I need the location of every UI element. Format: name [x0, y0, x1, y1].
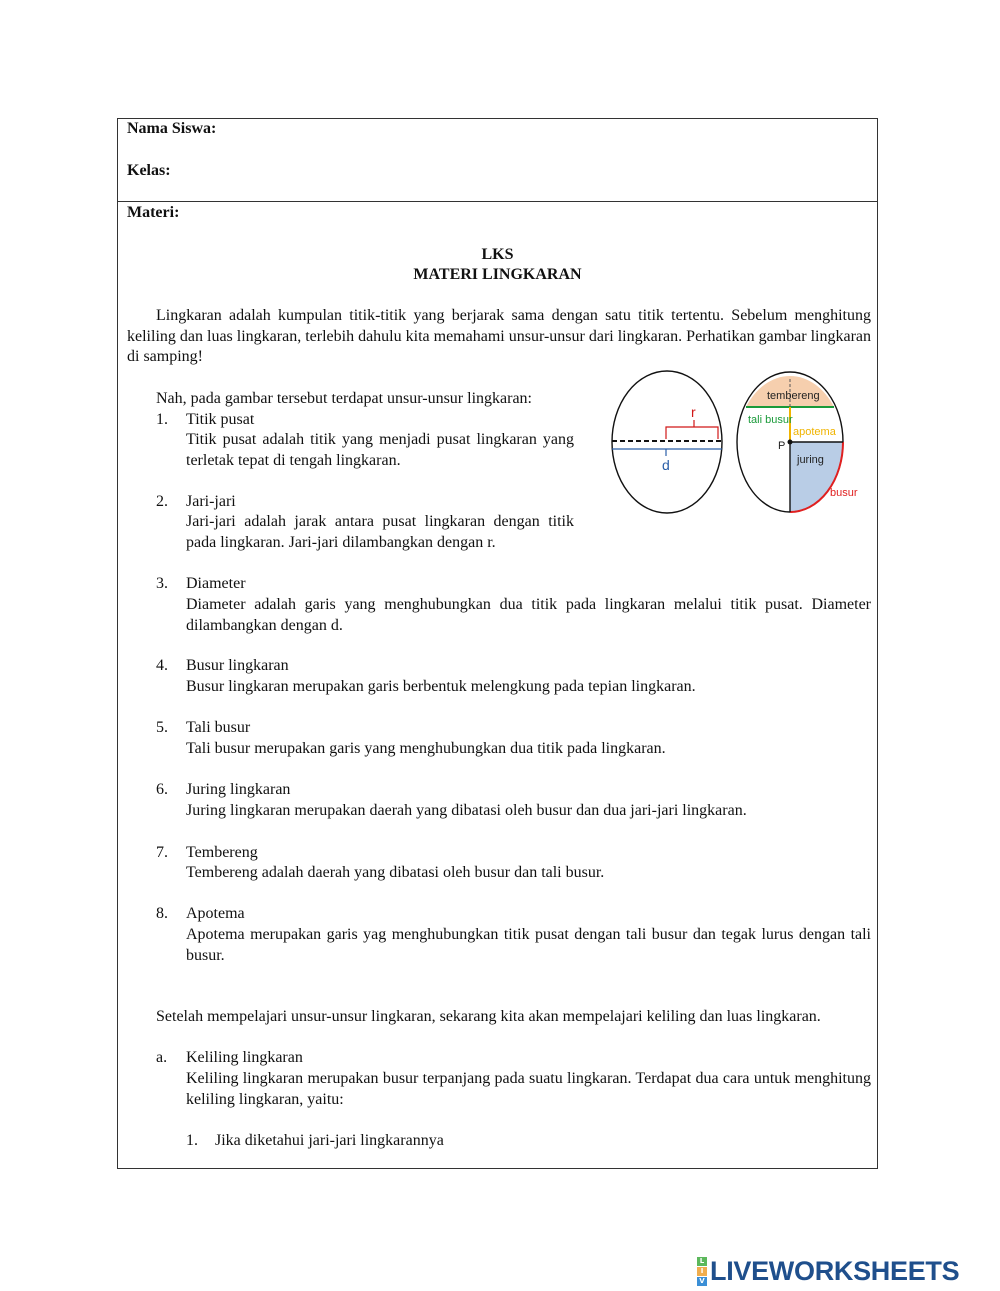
apotema-label: apotema: [793, 426, 836, 438]
logo-block: I: [697, 1267, 707, 1276]
title-materi: MATERI LINGKARAN: [413, 266, 582, 283]
sub-letter: a.: [156, 1049, 168, 1066]
header-divider: [118, 201, 877, 202]
logo-text: LIVEWORKSHEETS: [710, 1256, 960, 1286]
sub-description: Keliling lingkaran merupakan busur terpanjang pada suatu lingkaran. Terdapat dua cara untuk menghitung keliling lingkaran, yaitu:: [186, 1070, 871, 1108]
tali-busur-label: tali busur: [748, 414, 793, 426]
item-description: Titik pusat adalah titik yang menjadi pusat lingkaran yang terletak tepat di tengah lingkaran.: [186, 431, 574, 469]
diameter-label: d: [662, 457, 670, 473]
circle-parts-diagram: [737, 372, 858, 512]
sub-title: Keliling lingkaran: [186, 1049, 303, 1066]
nama-siswa-label: Nama Siswa:: [127, 120, 217, 137]
logo-icon: [697, 1257, 707, 1286]
item-description: Juring lingkaran merupakan daerah yang dibatasi oleh busur dan dua jari-jari lingkaran.: [186, 802, 747, 819]
item-number: 3.: [156, 575, 168, 592]
item-description: Tembereng adalah daerah yang dibatasi oleh busur dan tali busur.: [186, 864, 605, 881]
liveworksheets-logo: [697, 1256, 959, 1286]
kelas-label: Kelas:: [127, 162, 171, 179]
sub-item-number: 1.: [186, 1132, 198, 1149]
item-title: Diameter: [186, 575, 246, 592]
item-number: 5.: [156, 719, 168, 736]
item-title: Tembereng: [186, 844, 258, 861]
item-title: Busur lingkaran: [186, 657, 289, 674]
logo-block: L: [697, 1257, 707, 1266]
item-number: 4.: [156, 657, 168, 674]
radius-diameter-diagram: [612, 371, 722, 513]
item-description: Diameter adalah garis yang menghubungkan dua titik pada lingkaran melalui titik pusat. Diameter dilambangkan dengan d.: [186, 596, 871, 634]
busur-label: busur: [830, 487, 858, 499]
p-label: P: [778, 440, 786, 452]
keliling-intro-paragraph: Setelah mempelajari unsur-unsur lingkaran, sekarang kita akan mempelajari keliling dan luas lingkaran.: [156, 1008, 821, 1025]
item-number: 6.: [156, 781, 168, 798]
circle-diagrams: [600, 365, 880, 525]
item-number: 2.: [156, 493, 168, 510]
logo-block: V: [697, 1277, 707, 1286]
materi-label: Materi:: [127, 204, 180, 221]
item-number: 1.: [156, 411, 168, 428]
tembereng-label: tembereng: [767, 390, 820, 402]
radius-label: r: [691, 404, 696, 420]
item-description: Jari-jari adalah jarak antara pusat lingkaran dengan titik pada lingkaran. Jari-jari dilambangkan dengan r.: [186, 513, 574, 551]
sub-item-text: Jika diketahui jari-jari lingkarannya: [215, 1132, 444, 1149]
item-title: Apotema: [186, 905, 245, 922]
title-lks: LKS: [481, 246, 514, 263]
item-title: Juring lingkaran: [186, 781, 291, 798]
item-title: Jari-jari: [186, 493, 236, 510]
elements-intro: Nah, pada gambar tersebut terdapat unsur-unsur lingkaran:: [156, 390, 532, 407]
item-description: Tali busur merupakan garis yang menghubungkan dua titik pada lingkaran.: [186, 740, 666, 757]
item-description: Busur lingkaran merupakan garis berbentuk melengkung pada tepian lingkaran.: [186, 678, 696, 695]
item-number: 7.: [156, 844, 168, 861]
item-number: 8.: [156, 905, 168, 922]
item-description: Apotema merupakan garis yag menghubungkan titik pusat dengan tali busur dan tegak lurus dengan tali busur.: [186, 926, 871, 964]
item-title: Tali busur: [186, 719, 251, 736]
item-title: Titik pusat: [186, 411, 255, 428]
intro-paragraph: Lingkaran adalah kumpulan titik-titik yang berjarak sama dengan satu titik tertentu. Sebelum menghitung keliling dan luas lingkaran, terlebih dahulu kita memahami unsur-unsur dari lingkaran. Perhatikan gambar lingkaran di samping!: [127, 307, 871, 365]
center-point: [788, 440, 793, 445]
juring-label: juring: [797, 454, 824, 466]
